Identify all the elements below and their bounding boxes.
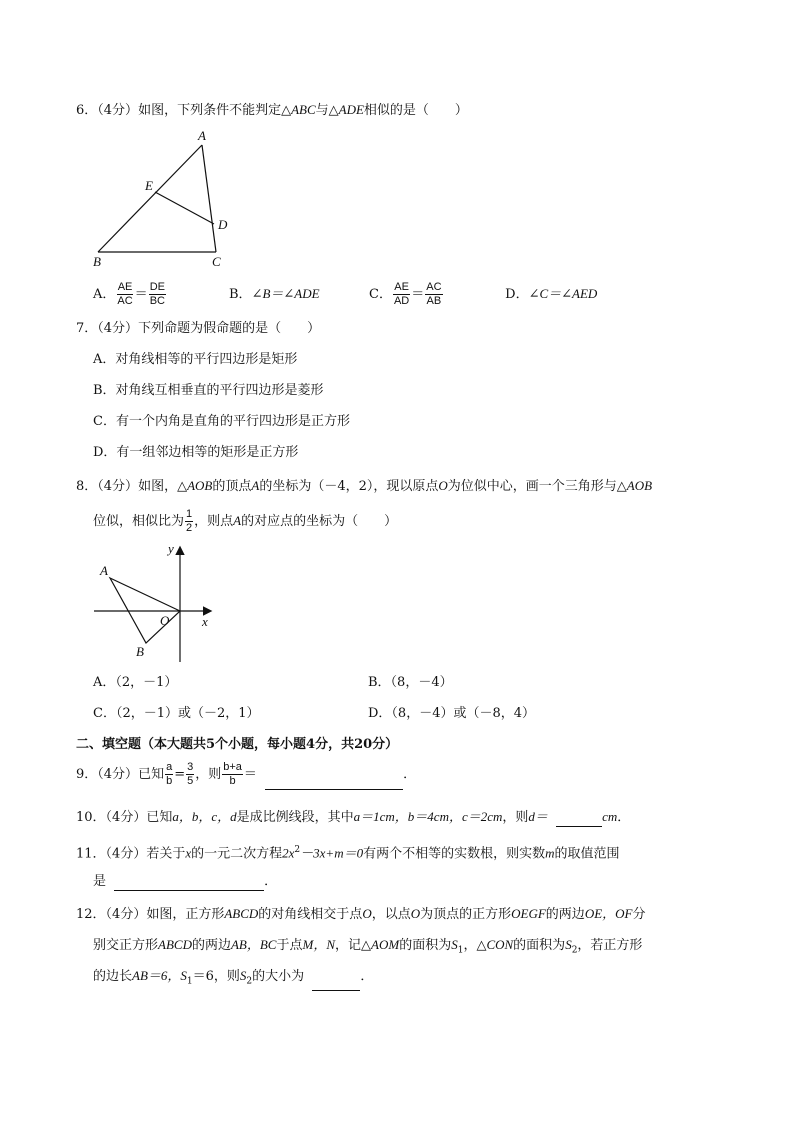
q10-stem: 10．（4分）已知a，b，c，d是成比例线段，其中a＝1cm，b＝4cm，c＝2cm，则d＝ cm． (76, 809, 631, 825)
q6-option-d[interactable]: D．∠C＝∠AED (505, 286, 598, 302)
q6-options (93, 281, 597, 308)
label-x: x (202, 614, 208, 629)
q12-stem-line2: 别交正方形ABCD的两边AB，BC于点M，N，记△AOM的面积为$S_1$，△CON的面积为$S_2$，若正方形 (93, 937, 643, 956)
q7-option-b[interactable]: B．对角线互相垂直的平行四边形是菱形 (93, 383, 324, 398)
q8-option-b[interactable]: B．（8，－4） (368, 675, 453, 690)
q12-answer-blank[interactable] (312, 976, 360, 991)
label-o: O (160, 613, 170, 628)
label-b: B (93, 254, 101, 269)
q8-stem-line2: 位似，相似比为 $\frac{1}{2}$ ，则点A的对应点的坐标为（ ） (93, 508, 398, 534)
q10-answer-blank[interactable] (556, 812, 602, 827)
q12-stem-line1: 12．（4分）如图，正方形ABCD的对角线相交于点O，以点O为顶点的正方形OEGF的两边OE，OF分 (76, 906, 646, 922)
segment-ab (98, 145, 202, 252)
q6-stem: 6．（4分）如图，下列条件不能判定△ABC与△ADE相似的是（ ） (76, 102, 468, 118)
label-a: A (100, 563, 108, 578)
q6-triangle-figure (88, 128, 238, 270)
label-d: D (218, 217, 228, 232)
section-title: 二、填空题（本大题共5个小题，每小题4分，共20分） (76, 737, 399, 752)
label-y: y (168, 541, 174, 556)
q8-stem-line1: 8．（4分）如图，△AOB的顶点A的坐标为（－4，2），现以原点O为位似中心，画一个三角形与△AOB (76, 478, 653, 494)
q11-stem-line1: 11．（4分）若关于x的一元二次方程$2x^2-3x+m=0$有两个不相等的实数根，则实数m的取值范围 (76, 845, 620, 862)
label-b: B (136, 644, 144, 659)
label-c: C (212, 254, 221, 269)
label-a: A (198, 128, 206, 143)
q7-option-c[interactable]: C．有一个内角是直角的平行四边形是正方形 (93, 414, 350, 429)
q9-answer-blank[interactable] (265, 775, 403, 790)
q11-answer-blank[interactable] (114, 876, 264, 891)
q6-option-c[interactable]: C． $\frac{AE}{AD}$ ＝ $\frac{AC}{AB}$ (369, 281, 442, 307)
q6-option-b[interactable]: B．∠B＝∠ADE (229, 286, 320, 302)
q8-option-d[interactable]: D．（8，－4）或（－8，4） (368, 706, 536, 721)
segment-ac (202, 145, 216, 252)
segment-ed (155, 192, 214, 224)
q7-option-d[interactable]: D．有一组邻边相等的矩形是正方形 (93, 445, 299, 460)
q7-option-a[interactable]: A．对角线相等的平行四边形是矩形 (93, 352, 298, 367)
q8-option-c[interactable]: C．（2，－1）或（－2，1） (93, 706, 260, 721)
q9-stem: 9．（4分）已知 $\frac{a}{b}$ = $\frac{3}{5}$ ，则 $\frac{b+a}{b}$ ＝ ． (76, 760, 416, 790)
q8-coordinate-figure (90, 538, 230, 666)
q12-stem-line3: 的边长AB＝6，$S_1=6$，则$S_2$的大小为 ． (93, 967, 373, 991)
q7-stem: 7．（4分）下列命题为假命题的是（ ） (76, 321, 321, 336)
label-e: E (145, 178, 153, 193)
q11-stem-line2: 是 ． (93, 874, 278, 889)
q8-option-a[interactable]: A．（2，－1） (93, 675, 178, 690)
q6-option-a[interactable]: A． $\frac{AE}{AC}$ ＝ $\frac{DE}{BC}$ (93, 281, 165, 307)
